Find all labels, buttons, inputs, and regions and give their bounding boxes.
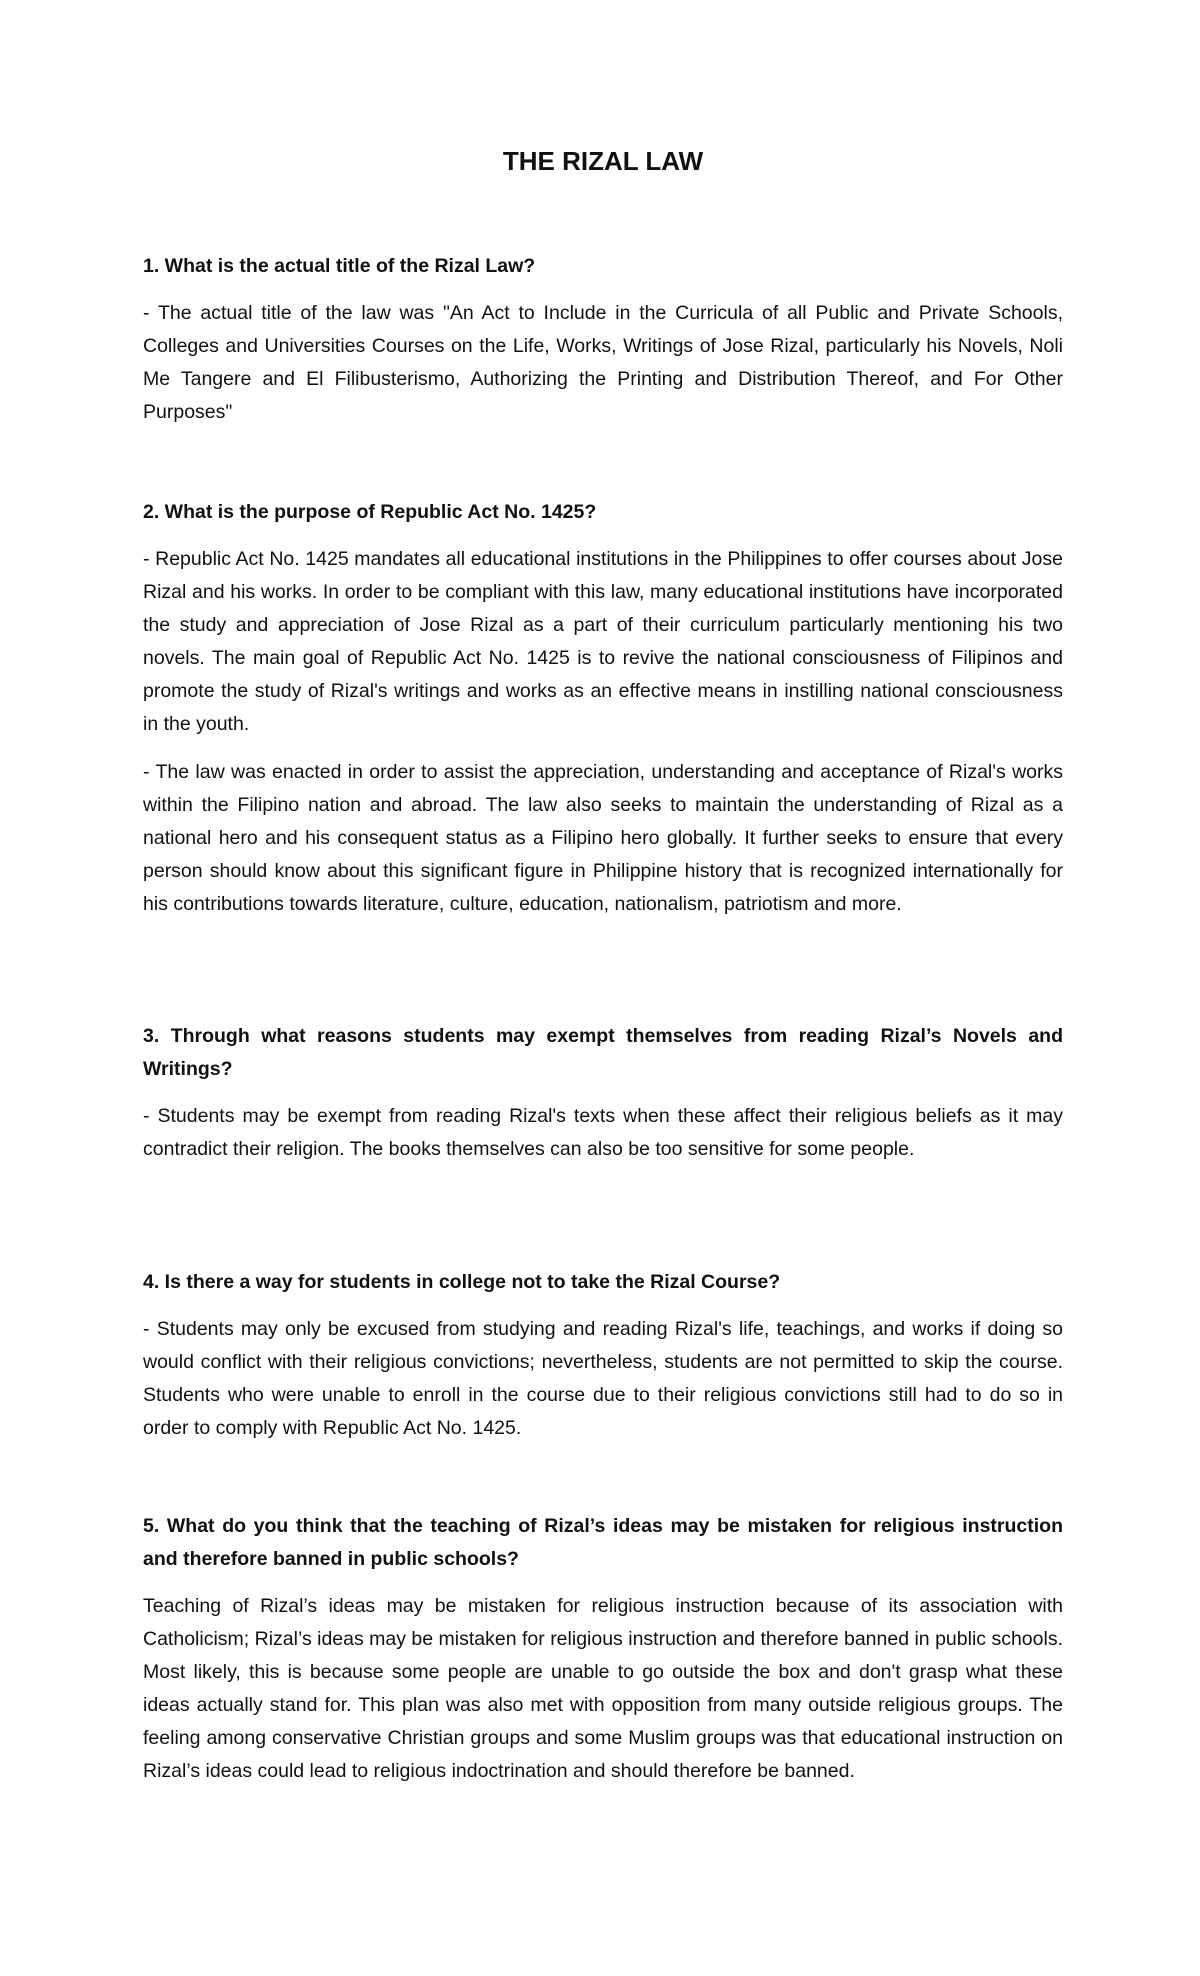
- answer-2-paragraph-2: - The law was enacted in order to assist the appreciation, understanding and acceptance of Rizal's works within the Filipino nation and abroad. The law also seeks to maintain the understanding of Rizal as a national hero and his consequent status as a Filipino hero globally. It further seeks to ensure that every person should know about this significant figure in Philippine history that is recognized internationally for his contributions towards literature, culture, education, nationalism, patriotism and more.: [143, 761, 1063, 915]
- question-section-2: [143, 496, 1063, 936]
- question-section-4: [143, 1266, 1063, 1460]
- question-4: 4. Is there a way for students in college not to take the Rizal Course?: [143, 1271, 781, 1293]
- question-section-1: [143, 250, 1063, 444]
- question-section-3: [143, 1020, 1063, 1181]
- answer-1-paragraph-1: - The actual title of the law was "An Act to Include in the Curricula of all Public and Private Schools, Colleges and Universities Courses on the Life, Works, Writings of Jose Rizal, particularly his Novels, Noli Me Tangere and El Filibusterismo, Authorizing the Printing and Distribution Thereof, and For Other Purposes": [143, 302, 1063, 423]
- answer-3-paragraph-1: - Students may be exempt from reading Rizal's texts when these affect their religious beliefs as it may contradict their religion. The books themselves can also be too sensitive for some people.: [143, 1105, 1063, 1160]
- question-section-5: [143, 1510, 1063, 1803]
- answer-5-paragraph-1: Teaching of Rizal’s ideas may be mistaken for religious instruction because of its association with Catholicism; Rizal’s ideas may be mistaken for religious instruction and therefore banned in public schools. Most likely, this is because some people are unable to go outside the box and don't grasp what these ideas actually stand for. This plan was also met with opposition from many outside religious groups. The feeling among conservative Christian groups and some Muslim groups was that educational instruction on Rizal’s ideas could lead to religious indoctrination and should therefore be banned.: [143, 1595, 1063, 1782]
- answer-4-paragraph-1: - Students may only be excused from studying and reading Rizal's life, teachings, and works if doing so would conflict with their religious convictions; nevertheless, students are not permitted to skip the course. Students who were unable to enroll in the course due to their religious convictions still had to do so in order to comply with Republic Act No. 1425.: [143, 1318, 1063, 1439]
- question-1: 1. What is the actual title of the Rizal Law?: [143, 255, 536, 277]
- question-2: 2. What is the purpose of Republic Act No. 1425?: [143, 501, 597, 523]
- document-title: THE RIZAL LAW: [502, 146, 704, 176]
- question-3: 3. Through what reasons students may exempt themselves from reading Rizal’s Novels and Writings?: [143, 1025, 1063, 1080]
- question-5: 5. What do you think that the teaching of Rizal’s ideas may be mistaken for religious instruction and therefore banned in public schools?: [143, 1515, 1063, 1570]
- answer-2-paragraph-1: - Republic Act No. 1425 mandates all educational institutions in the Philippines to offer courses about Jose Rizal and his works. In order to be compliant with this law, many educational institutions have incorporated the study and appreciation of Jose Rizal as a part of their curriculum particularly mentioning his two novels. The main goal of Republic Act No. 1425 is to revive the national consciousness of Filipinos and promote the study of Rizal's writings and works as an effective means in instilling national consciousness in the youth.: [143, 548, 1063, 735]
